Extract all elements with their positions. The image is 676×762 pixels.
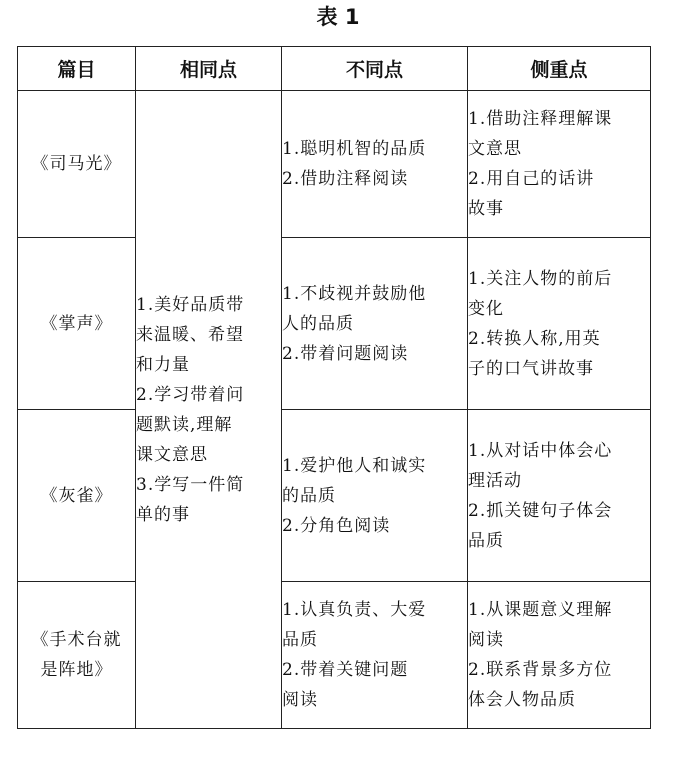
table-row (18, 91, 651, 238)
header-common: 相同点 (136, 47, 282, 91)
focus-line: 1.借助注释理解课 (468, 109, 613, 129)
focus-line: 1.关注人物的前后 (468, 268, 613, 289)
focus-cell (468, 582, 651, 729)
difference-line: 1.认真负责、大爱 (282, 600, 427, 620)
text-title-cell (18, 238, 136, 410)
difference-line: 2.分角色阅读 (282, 515, 391, 536)
focus-line: 2.抓关键句子体会 (468, 500, 613, 521)
differences-cell (282, 410, 468, 582)
focus-line: 2.用自己的话讲 (468, 169, 595, 189)
table-caption: 表 1 (316, 5, 360, 29)
text-title-cell (18, 410, 136, 582)
table-row (18, 410, 651, 582)
focus-line: 文意思 (468, 139, 522, 159)
common-line: 题默读,理解 (136, 414, 233, 435)
title-line: 《手术台就 (31, 630, 122, 650)
header-focus: 侧重点 (468, 47, 651, 91)
focus-line: 理活动 (468, 470, 522, 491)
header-row (18, 47, 651, 91)
table-row (18, 238, 651, 410)
difference-line: 2.带着关键问题 (282, 660, 409, 680)
differences-cell (282, 91, 468, 238)
common-line: 单的事 (136, 504, 190, 525)
focus-line: 2.联系背景多方位 (468, 660, 613, 680)
focus-line: 2.转换人称,用英 (468, 328, 601, 349)
header-title: 篇目 (18, 47, 136, 91)
common-line: 2.学习带着问 (136, 384, 245, 405)
title-line: 《灰雀》 (40, 485, 113, 506)
difference-line: 1.聪明机智的品质 (282, 139, 427, 159)
focus-line: 1.从对话中体会心 (468, 440, 613, 461)
comparison-table (17, 46, 651, 729)
common-line: 和力量 (136, 354, 190, 375)
focus-line: 品质 (468, 530, 504, 551)
focus-line: 变化 (468, 298, 504, 319)
title-line: 《司马光》 (31, 154, 122, 174)
focus-cell (468, 238, 651, 410)
difference-line: 品质 (282, 630, 318, 650)
common-points-cell (136, 91, 282, 729)
text-title-cell (18, 91, 136, 238)
title-line: 《掌声》 (40, 313, 113, 334)
focus-cell (468, 410, 651, 582)
focus-line: 子的口气讲故事 (468, 358, 594, 379)
title-line: 是阵地》 (40, 660, 113, 680)
focus-line: 阅读 (468, 630, 504, 650)
common-line: 课文意思 (136, 444, 208, 465)
difference-line: 人的品质 (282, 313, 354, 334)
focus-line: 体会人物品质 (468, 690, 576, 710)
header-differences: 不同点 (282, 47, 468, 91)
difference-line: 的品质 (282, 485, 336, 506)
difference-line: 1.爱护他人和诚实 (282, 455, 427, 476)
difference-line: 2.借助注释阅读 (282, 169, 409, 189)
differences-cell (282, 582, 468, 729)
difference-line: 2.带着问题阅读 (282, 343, 409, 364)
difference-line: 1.不歧视并鼓励他 (282, 283, 427, 304)
common-line: 1.美好品质带 (136, 294, 245, 315)
focus-line: 故事 (468, 199, 504, 219)
focus-cell (468, 91, 651, 238)
difference-line: 阅读 (282, 690, 318, 710)
focus-line: 1.从课题意义理解 (468, 600, 613, 620)
table-row (18, 582, 651, 729)
text-title-cell (18, 582, 136, 729)
differences-cell (282, 238, 468, 410)
common-line: 来温暖、希望 (136, 324, 244, 345)
common-line: 3.学写一件简 (136, 474, 245, 495)
